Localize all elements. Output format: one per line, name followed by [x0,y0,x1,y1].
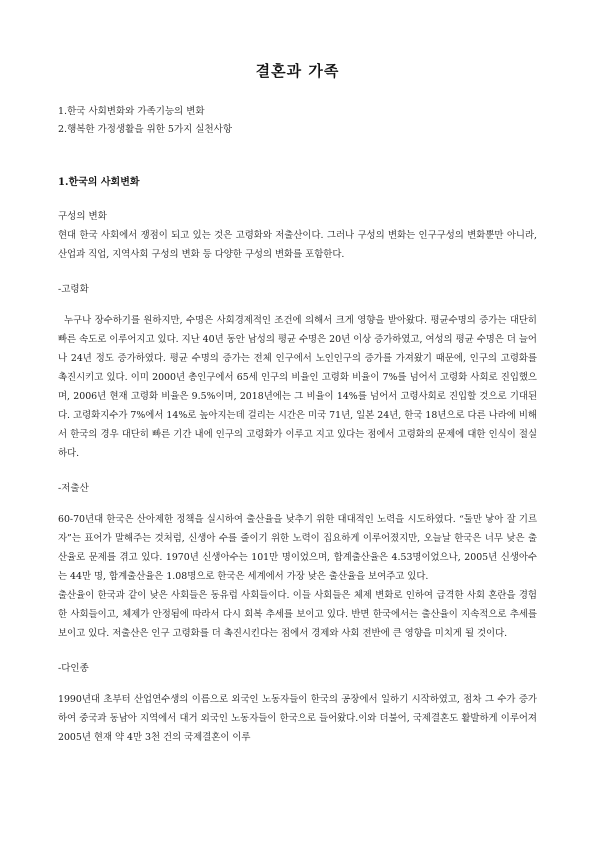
subsection-heading: 구성의 변화 [58,211,107,222]
toc-item: 1.한국 사회변화와 가족기능의 변화 [58,106,205,117]
aging-block [58,280,537,463]
population-change-block [58,207,537,264]
table-of-contents [58,103,537,139]
paragraph: 누구나 장수하기를 원하지만, 수명은 사회경제적인 조건에 의해서 크게 영향을 받아왔다. 평균수명의 증가는 대단히 빠른 속도로 이루어지고 있다. 지난 40년 동안 남성의 평균 수명은 20년 이상 증가하였고, 여성의 평균 수명은 더 늘어나 24년 정도 증가하였다. 평균 수명의 증가는 전체 인구에서 노인인구의 증가를 가져왔기 때문에, 인구의 고령화를 촉진시키고 있다. 이미 2000년 총인구에서 65세 인구의 비율인 고령화 비율이 7%를 넘어서 고령화 사회로 진입했으며, 2006년 현재 고령화 비율은 9.5%이며, 2018년에는 그 비율이 14%를 넘어서 고령사회로 진입할 것으로 기대된다. 고령화지수가 7%에서 14%로 높아지는데 걸리는 시간은 미국 71년, 일본 24년, 한국 18년으로 다른 나라에 비해서 한국의 경우 대단히 빠른 기간 내에 인구의 고령화가 이루고 지고 있다는 점에서 고령화의 문제에 대한 인식이 절실하다. [58,315,537,459]
section-heading: 1.한국의 사회변화 [58,177,140,188]
paragraph: 출산율이 한국과 같이 낮은 사회들은 동유럽 사회들이다. 이들 사회들은 체제 변화로 인하여 급격한 사회 혼란을 경험한 사회들이고, 체제가 안정됨에 따라서 다시 회복 추세를 보이고 있다. 반면 한국에서는 출산율이 지속적으로 추세를 보이고 있다. 저출산은 인구 고령화를 더 촉진시킨다는 점에서 경제와 사회 전반에 큰 영향을 미치게 될 것이다. [58,590,537,639]
subsection-heading: -다인종 [58,663,89,674]
paragraph: 60-70년대 한국은 산아제한 정책을 실시하여 출산율을 낮추기 위한 대대적인 노력을 시도하였다. “둘만 낳아 잘 기르자”는 표어가 말해주는 것처럼, 신생아 수를 줄이기 위한 노력이 집요하게 이루어졌지만, 오늘날 한국은 너무 낮은 출산율로 문제를 겪고 있다. 1970년 신생아수는 101만 명이었으며, 합계출산율은 4.53명이었으나, 2005년 신생아수는 44만 명, 합계출산율은 1.08명으로 한국은 세계에서 가장 낮은 출산율을 보여주고 있다. [58,514,537,582]
toc-item: 2.행복한 가정생활을 위한 5가지 실천사항 [58,124,233,135]
document-title: 결혼과 가족 [255,62,340,80]
low-birth-block [58,479,537,643]
subsection-heading: -고령화 [58,284,89,295]
multiethnic-block [58,659,537,747]
paragraph: 1990년대 초부터 산업연수생의 이름으로 외국인 노동자들이 한국의 공장에서 일하기 시작하였고, 점차 그 수가 증가하여 중국과 동남아 지역에서 대거 외국인 노동자들이 한국으로 들어왔다.이와 더불어, 국제결혼도 활발하게 이루어져 2005년 현재 약 4만 3천 건의 국제결혼이 이루 [58,694,537,743]
paragraph: 현대 한국 사회에서 쟁점이 되고 있는 것은 고령화와 저출산이다. 그러나 구성의 변화는 인구구성의 변화뿐만 아니라, 산업과 직업, 지역사회 구성의 변화 등 다양한 구성의 변화를 포함한다. [58,230,537,260]
subsection-heading: -저출산 [58,483,89,494]
